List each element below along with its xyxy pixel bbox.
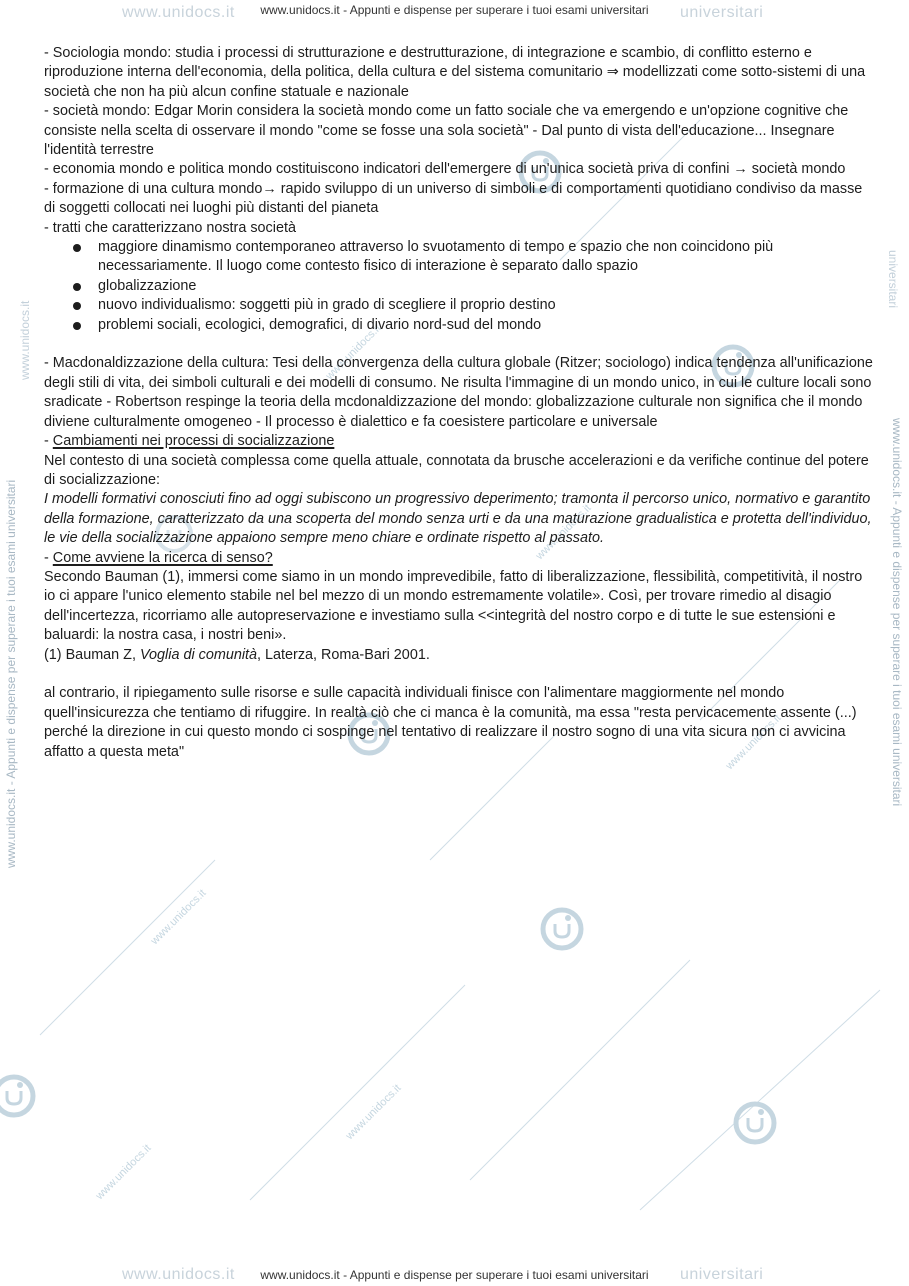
watermark-diag-text-5: www.unidocs.it (323, 322, 384, 383)
watermark-ghost-right: universitari (680, 4, 764, 21)
watermark-diag-text-6: www.unidocs.it (533, 502, 594, 563)
watermark-diag-text-2: www.unidocs.it (343, 1082, 404, 1143)
heading-prefix: - (44, 433, 53, 450)
list-item: nuovo individualismo: soggetti più in grado di scegliere il proprio destino (98, 296, 874, 315)
list-item: globalizzazione (98, 277, 874, 296)
paragraph-tratti: - tratti che caratterizzano nostra società (44, 219, 296, 236)
watermark-ghost-left-bottom: www.unidocs.it (122, 1266, 235, 1283)
watermark-side-left: www.unidocs.it - Appunti e dispense per superare i tuoi esami universitari (4, 479, 18, 868)
paragraph-bauman: Secondo Bauman (1), immersi come siamo in un mondo imprevedibile, fatto di liberalizzazione, flessibilità, competitività, il nostro io ci appare l'unico elemento stabile nel bel mezzo di un mondo estremamente volatile». Così, per trovare rimedio al disagio dell'incertezza, ricorriamo alle autopreservazione e investiamo sulla <<integrità del nostro corpo e di tutte le sue estensioni e baluardi: la nostra casa, i nostri beni». (44, 568, 863, 644)
footnote-publisher: , Laterza, Roma-Bari 2001. (257, 646, 430, 663)
unidocs-logo-icon (538, 905, 586, 953)
footnote-bauman (44, 646, 874, 665)
watermark-side-right: www.unidocs.it - Appunti e dispense per superare i tuoi esami universitari (890, 418, 904, 807)
blank-line (44, 335, 874, 354)
paragraph-al-contrario: al contrario, il ripiegamento sulle risorse e sulle capacità individuali finisce con l'alimentare maggiormente nel mondo quell'insicurezza che tentiamo di rifuggire. In realtà ciò che ci manca è la comunità, ma essa "resta pervicacemente assente (...) perché la direzione in cui questo mondo ci sospinge nel tentativo di realizzare il nostro sogno di una vita sicura non ci avvicina affatto a questa meta" (44, 685, 857, 760)
watermark-diag-text-3: www.unidocs.it (93, 1142, 154, 1203)
paragraph-contesto: Nel contesto di una società complessa come quella attuale, connotata da brusche accelerazioni e da verifiche continue del potere di socializzazione: (44, 452, 869, 488)
footnote-title: Voglia di comunità (139, 646, 258, 663)
paragraph-societa-mondo: - società mondo: Edgar Morin considera la società mondo come un fatto sociale che va emergendo e un'opzione cognitive che consiste nella scelta di osservare il mondo "come se fosse una sola società" - Dal punto di vista dell'educazione... Insegnare l'identità terrestre (44, 103, 849, 159)
unidocs-logo-icon (731, 1099, 779, 1147)
unidocs-logo-icon (0, 1072, 38, 1120)
watermark-ghost-right-bottom: universitari (680, 1266, 764, 1283)
heading-socializzazione (44, 432, 874, 451)
paragraph-macdonaldizzazione: - Macdonaldizzazione della cultura: Tesi della convergenza della cultura globale (Ritzer; sociologo) indica tendenza all'unificazione degli stili di vita, dei simboli culturali e dei modelli di consumo. Ne risulta l'immagine di un mondo unico, in cui le culture locali sono sradicate - Robertson respinge la teoria della mcdonaldizzazione del mondo: globalizzazione culturale non significa che il mondo diviene culturalmente omogeneo - Il processo è dialettico e fa coesistere particolare e universale (44, 355, 873, 430)
document-body (44, 44, 874, 762)
paragraph-economia-mondo: - economia mondo e politica mondo costituiscono indicatori dell'emergere di un'unica società priva di confini → società mondo (44, 161, 846, 178)
watermark-side-right-short: universitari (886, 250, 900, 309)
heading-ricerca-senso (44, 549, 874, 568)
paragraph-modelli-formativi: I modelli formativi conosciuti fino ad oggi subiscono un progressivo deperimento; tramonta il percorso unico, normativo e garantito della formazione, caratterizzato da una scoperta del mondo senza urti e da una maturazione gradualistica e protetta dell'individuo, le vie della socializzazione appaiono sempre meno chiare e ordinate rispetto al passato. (44, 491, 872, 547)
paragraph-cultura-mondo: - formazione di una cultura mondo→ rapido sviluppo di un universo di simboli e di comportamenti quotidiano condiviso da masse di soggetti collocati nei luoghi più distanti del pianeta (44, 180, 863, 217)
list-item: maggiore dinamismo contemporaneo attraverso lo svuotamento di tempo e spazio che non coincidono più necessariamente. Il luogo come contesto fisico di interazione è separato dallo spazio (98, 238, 874, 277)
watermark-diag-text-1: www.unidocs.it (148, 887, 209, 948)
watermark-side-left-short: www.unidocs.it (18, 300, 32, 380)
list-item: problemi sociali, ecologici, demografici, di divario nord-sud del mondo (98, 316, 874, 335)
heading-ricerca-senso-text: Come avviene la ricerca di senso? (52, 549, 273, 566)
footnote-author: (1) Bauman Z, (44, 646, 140, 663)
watermark-ghost-left: www.unidocs.it (122, 4, 235, 21)
bullet-list (44, 238, 874, 335)
paragraph-sociologia-mondo: - Sociologia mondo: studia i processi di strutturazione e destrutturazione, di integrazione e scambio, di conflitto esterno e riproduzione interna dell'economia, della politica, della cultura e del sistema comunitario ⇒ modellizzati come sotto-sistemi di una società che non ha più alcun confine statuale e nazionale (44, 45, 866, 100)
watermark-diag-text-4: www.unidocs.it (723, 712, 784, 773)
header-banner: www.unidocs.it - Appunti e dispense per superare i tuoi esami universitari (260, 3, 649, 17)
heading-socializzazione-text: Cambiamenti nei processi di socializzazione (52, 433, 335, 450)
heading-prefix: - (44, 549, 53, 566)
blank-line (44, 665, 874, 684)
footer-banner: www.unidocs.it - Appunti e dispense per superare i tuoi esami universitari (260, 1268, 649, 1282)
